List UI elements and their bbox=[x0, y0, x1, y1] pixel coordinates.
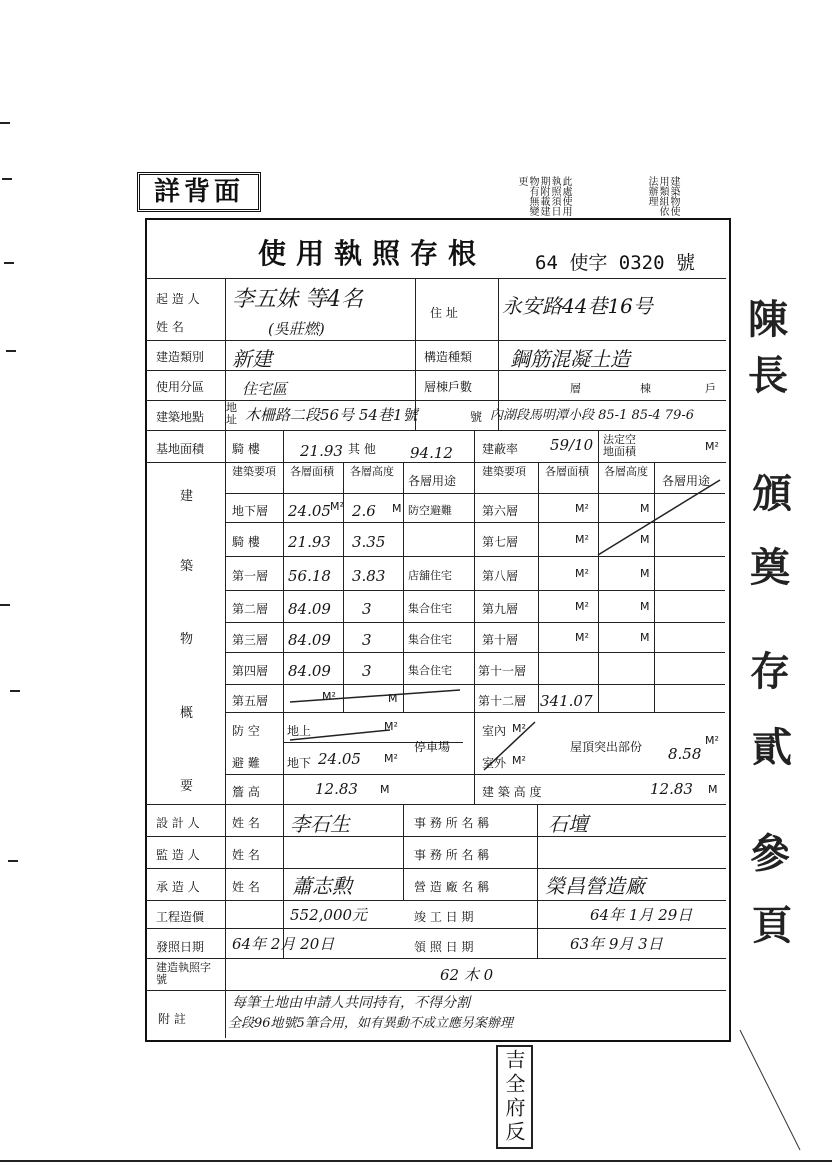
scan-mark bbox=[4, 262, 14, 264]
unit-m-r1: M bbox=[640, 533, 650, 546]
contractor-firm-label: 營 造 廠 名 稱 bbox=[414, 880, 490, 894]
margin-char-1: 陳 bbox=[748, 296, 788, 343]
zone-label: 使用分區 bbox=[156, 380, 205, 394]
detail-on-back-stamp: 詳背面 bbox=[137, 172, 261, 212]
builder-value: 李五妹 等4名 bbox=[232, 287, 363, 312]
refuge-area-value: 24.05 bbox=[318, 750, 361, 768]
contractor-firm-value: 榮昌營造廠 bbox=[545, 874, 645, 898]
unit-sqm-above: M² bbox=[384, 720, 398, 733]
floor-use-4: 集合住宅 bbox=[408, 664, 452, 677]
floor-use-2: 集合住宅 bbox=[408, 602, 452, 615]
below-label: 地下 bbox=[287, 756, 312, 770]
floor-area-b1: 24.05 bbox=[288, 502, 331, 520]
above-label: 地上 bbox=[287, 724, 312, 738]
unit-m-l5: M bbox=[388, 692, 398, 705]
struct-type-value: 鋼筋混凝土造 bbox=[510, 347, 630, 371]
issue-date-value: 64年 2月 20日 bbox=[232, 935, 335, 953]
col-item-left: 建築要項 bbox=[232, 465, 276, 478]
right-floor-11: 第十一層 bbox=[478, 664, 527, 678]
builder-name-label: 姓 名 bbox=[156, 320, 184, 334]
designer-name-label: 姓 名 bbox=[232, 816, 260, 830]
designer-value: 李石生 bbox=[290, 812, 350, 836]
receive-date-value: 63年 9月 3日 bbox=[570, 935, 663, 953]
left-floor-arcade: 騎 樓 bbox=[232, 535, 260, 549]
left-floor-1: 第一層 bbox=[232, 569, 269, 583]
margin-char-6: 貳 bbox=[752, 724, 792, 771]
supervisor-office-label: 事 務 所 名 稱 bbox=[414, 848, 490, 862]
bldg-height-label: 建 築 高 度 bbox=[482, 785, 542, 799]
indoor-label: 室內 bbox=[482, 724, 507, 738]
scan-mark bbox=[2, 178, 12, 180]
unit-sqm-r4: M² bbox=[575, 631, 589, 644]
margin-char-7: 參 bbox=[750, 830, 790, 877]
section-label-3: 物 bbox=[180, 632, 194, 647]
arcade-area-value: 21.93 bbox=[300, 442, 343, 460]
builder-note: (吳莊燃) bbox=[268, 320, 325, 338]
supervisor-label: 監 造 人 bbox=[156, 848, 200, 862]
form-title: 使用執照存根 bbox=[258, 237, 487, 270]
site-lot-value: 內湖段馬明潭小段 85-1 85-4 79-6 bbox=[490, 408, 695, 423]
scan-mark bbox=[10, 690, 20, 692]
bldg-height-value: 12.83 bbox=[650, 780, 693, 798]
unit-sqm-r1: M² bbox=[575, 533, 589, 546]
contractor-name-label: 姓 名 bbox=[232, 880, 260, 894]
contractor-value: 蕭志勲 bbox=[292, 874, 352, 898]
floor-use-b1: 防空避難 bbox=[408, 504, 452, 517]
right-floor-8: 第八層 bbox=[482, 569, 519, 583]
total-area-value: 341.07 bbox=[540, 692, 593, 710]
floor-area-arcade: 21.93 bbox=[288, 533, 331, 551]
designer-label: 設 計 人 bbox=[156, 816, 200, 830]
unit-m-r0: M bbox=[640, 502, 650, 515]
floor-height-2: 3 bbox=[362, 600, 372, 618]
land-area-unit: M² bbox=[705, 440, 719, 453]
unit-sqm-outdoor: M² bbox=[512, 754, 526, 767]
outdoor-label: 室外 bbox=[482, 756, 507, 770]
section-label-5: 要 bbox=[180, 779, 194, 794]
floor-area-2: 84.09 bbox=[288, 600, 331, 618]
air-raid-label: 防 空 bbox=[232, 724, 260, 738]
year-value: 59/10 bbox=[550, 436, 594, 454]
scan-mark bbox=[0, 122, 10, 124]
remarks-line-1: 每筆土地由申請人共同持有，不得分割 bbox=[232, 995, 470, 1011]
unit-m-r4: M bbox=[640, 631, 650, 644]
struct-type-label: 構造種類 bbox=[424, 350, 473, 364]
unit-sqm-r0: M² bbox=[575, 502, 589, 515]
cost-label: 工程造價 bbox=[156, 910, 205, 924]
scan-mark bbox=[8, 860, 18, 862]
lower-stamp-fragment: 吉全府反 bbox=[496, 1045, 533, 1149]
house-unit: 戶 bbox=[705, 382, 716, 395]
col-height-right: 各層高度 bbox=[604, 465, 648, 478]
side-note-1: 此處使用執照須日期附載建物有無變更 bbox=[516, 176, 571, 216]
eaves-height-value: 12.83 bbox=[315, 780, 358, 798]
build-permit-label: 建造執照字號 bbox=[156, 961, 211, 986]
floors-units-label: 層棟戶數 bbox=[424, 380, 473, 394]
margin-char-2: 長 bbox=[748, 352, 788, 399]
unit-sqm-r3: M² bbox=[575, 600, 589, 613]
side-note-2: 建築物使用類組依法辦理 bbox=[646, 176, 679, 216]
right-floor-12: 第十二層 bbox=[478, 694, 527, 708]
unit-m-bldg: M bbox=[708, 783, 718, 796]
unit-sqm-roof: M² bbox=[705, 734, 719, 747]
section-label-4: 概 bbox=[180, 706, 194, 721]
land-area-label: 基地面積 bbox=[156, 442, 205, 456]
address-label: 住 址 bbox=[430, 306, 458, 320]
scan-mark bbox=[6, 350, 16, 352]
margin-char-4: 奠 bbox=[750, 544, 790, 591]
permit-number: 64 使字 0320 號 bbox=[535, 252, 695, 274]
remarks-label: 附 註 bbox=[158, 1012, 186, 1026]
margin-char-8: 頁 bbox=[752, 902, 792, 949]
build-type-value: 新建 bbox=[232, 347, 272, 371]
cost-value: 552,000元 bbox=[290, 906, 368, 924]
refuge-label: 避 難 bbox=[232, 756, 260, 770]
floor-height-arcade: 3.35 bbox=[352, 533, 386, 551]
col-area-left: 各層面積 bbox=[290, 465, 334, 478]
unit-m-r2: M bbox=[640, 567, 650, 580]
builder-label: 起 造 人 bbox=[156, 292, 200, 306]
eaves-label: 簷 高 bbox=[232, 785, 260, 799]
col-use-right: 各層用途 bbox=[662, 474, 711, 488]
unit-m-l0: M bbox=[392, 502, 402, 515]
left-floor-3: 第三層 bbox=[232, 633, 269, 647]
design-office-label: 事 務 所 名 稱 bbox=[414, 816, 490, 830]
floor-height-1: 3.83 bbox=[352, 567, 386, 585]
right-floor-7: 第七層 bbox=[482, 535, 519, 549]
other-label: 其 他 bbox=[348, 442, 376, 456]
site-label: 建築地點 bbox=[156, 410, 205, 424]
col-item-right: 建築要項 bbox=[482, 465, 526, 478]
build-permit-value: 62 木 0 bbox=[440, 966, 494, 984]
zone-value: 住宅區 bbox=[242, 380, 288, 398]
arcade-label: 騎 樓 bbox=[232, 442, 260, 456]
supervisor-name-label: 姓 名 bbox=[232, 848, 260, 862]
right-floor-10: 第十層 bbox=[482, 633, 519, 647]
unit-sqm-l5: M² bbox=[322, 690, 336, 703]
unit-sqm-below: M² bbox=[384, 752, 398, 765]
scan-mark bbox=[0, 604, 10, 606]
floors-unit: 層 bbox=[570, 382, 581, 395]
design-office-value: 石壇 bbox=[548, 812, 588, 836]
address-value: 永安路44巷16号 bbox=[502, 294, 653, 318]
unit-sqm-indoor: M² bbox=[512, 722, 526, 735]
unit-m-eaves: M bbox=[380, 783, 390, 796]
floor-height-4: 3 bbox=[362, 662, 372, 680]
legal-space-label: 法定空地面積 bbox=[603, 433, 636, 458]
right-floor-6: 第六層 bbox=[482, 504, 519, 518]
parking-label: 停車場 bbox=[414, 740, 451, 754]
site-address-label: 地址 bbox=[226, 401, 237, 426]
page-bottom-rule bbox=[0, 1160, 832, 1162]
left-floor-2: 第二層 bbox=[232, 602, 269, 616]
receive-date-label: 領 照 日 期 bbox=[414, 940, 474, 954]
site-road-value: 木柵路二段56号 54巷1號 bbox=[245, 406, 418, 424]
unit-m-r3: M bbox=[640, 600, 650, 613]
remarks-line-2: 全段96地號5筆合用，如有異動不成立應另案辦理 bbox=[228, 1016, 513, 1031]
lot-label: 號 bbox=[470, 410, 483, 424]
other-area-value: 94.12 bbox=[410, 444, 453, 462]
bldg-unit: 棟 bbox=[640, 382, 651, 395]
roof-label: 屋頂突出部份 bbox=[570, 740, 643, 754]
col-height-left: 各層高度 bbox=[350, 465, 394, 478]
build-type-label: 建造類別 bbox=[156, 350, 205, 364]
floor-area-4: 84.09 bbox=[288, 662, 331, 680]
unit-sqm-l0: M² bbox=[330, 500, 344, 513]
right-floor-9: 第九層 bbox=[482, 602, 519, 616]
floor-height-3: 3 bbox=[362, 631, 372, 649]
floor-height-b1: 2.6 bbox=[352, 502, 376, 520]
completion-value: 64年 1月 29日 bbox=[590, 906, 693, 924]
section-label-1: 建 bbox=[180, 489, 194, 504]
col-area-right: 各層面積 bbox=[545, 465, 589, 478]
year-label: 建蔽率 bbox=[482, 442, 519, 456]
contractor-label: 承 造 人 bbox=[156, 880, 200, 894]
unit-sqm-r2: M² bbox=[575, 567, 589, 580]
floor-use-1: 店舖住宅 bbox=[408, 569, 452, 582]
section-label-2: 築 bbox=[180, 559, 194, 574]
issue-date-label: 發照日期 bbox=[156, 940, 205, 954]
roof-height-value: 8.58 bbox=[668, 745, 702, 763]
margin-char-3: 頒 bbox=[752, 470, 792, 517]
floor-area-3: 84.09 bbox=[288, 631, 331, 649]
floor-use-3: 集合住宅 bbox=[408, 633, 452, 646]
col-use-left: 各層用途 bbox=[408, 474, 457, 488]
left-floor-b1: 地下層 bbox=[232, 504, 269, 518]
completion-label: 竣 工 日 期 bbox=[414, 910, 474, 924]
margin-char-5: 存 bbox=[750, 648, 790, 695]
left-floor-5: 第五層 bbox=[232, 694, 269, 708]
left-floor-4: 第四層 bbox=[232, 664, 269, 678]
floor-area-1: 56.18 bbox=[288, 567, 331, 585]
